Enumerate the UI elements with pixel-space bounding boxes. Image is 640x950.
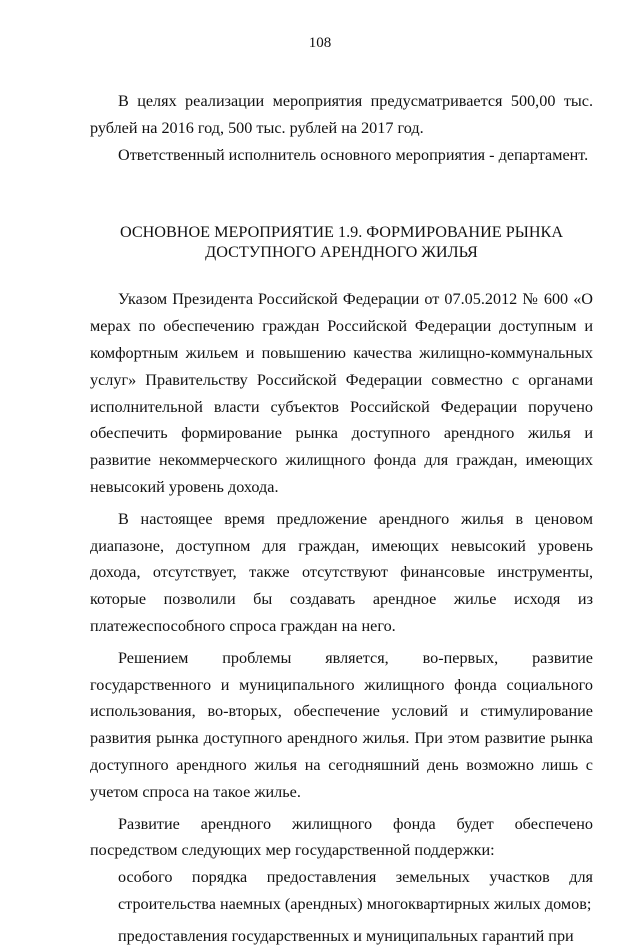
page-number: 108 — [308, 35, 332, 51]
decree-paragraph: Указом Президента Российской Федерации от 07.05.2012 № 600 «О мерах по обеспечению граждан Российской Федерации доступным и комфортным жильем и повышению качества жилищно-коммунальных услуг» Правительству Российской Федерации совместно с органами исполнительной власти субъектов Российской Федерации поручено обеспечить формирование рынка доступного арендного жилья и развитие некоммерческого жилищного фонда для граждан, имеющих невысокий уровень дохода. — [90, 290, 593, 496]
guarantees-measure-paragraph: предоставления государственных и муниципальных гарантий при — [118, 926, 574, 945]
responsible-executor-paragraph: Ответственный исполнитель основного мероприятия - департамент. — [118, 145, 589, 164]
document-content — [90, 88, 593, 950]
section-title-line-2: ДОСТУПНОГО АРЕНДНОГО ЖИЛЬЯ — [205, 243, 478, 262]
solution-paragraph: Решением проблемы является, во-первых, развитие государственного и муниципального жилищного фонда социального использования, во-вторых, обеспечение условий и стимулирование развития рынка доступного арендного жилья. При этом развитие рынка доступного арендного жилья на сегодняшний день возможно лишь с учетом спроса на такое жилье. — [90, 648, 593, 801]
section-title — [90, 222, 593, 262]
support-measures-paragraph: Развитие арендного жилищного фонда будет обеспечено посредством следующих мер государственной поддержки: — [90, 814, 593, 860]
funding-paragraph: В целях реализации мероприятия предусматривается 500,00 тыс. рублей на 2016 год, 500 тыс. рублей на 2017 год. — [90, 92, 593, 137]
current-situation-paragraph: В настоящее время предложение арендного жилья в ценовом диапазоне, доступном для граждан, имеющих невысокий уровень дохода, отсутствует, также отсутствуют финансовые инструменты, которые позволили бы создавать арендное жилье исходя из платежеспособного спроса граждан на него. — [90, 509, 593, 635]
land-plot-measure-paragraph: особого порядка предоставления земельных участков для строительства наемных (арендных) многоквартирных жилых домов; — [118, 868, 593, 913]
section-title-line-1: ОСНОВНОЕ МЕРОПРИЯТИЕ 1.9. ФОРМИРОВАНИЕ РЫНКА — [119, 223, 564, 242]
